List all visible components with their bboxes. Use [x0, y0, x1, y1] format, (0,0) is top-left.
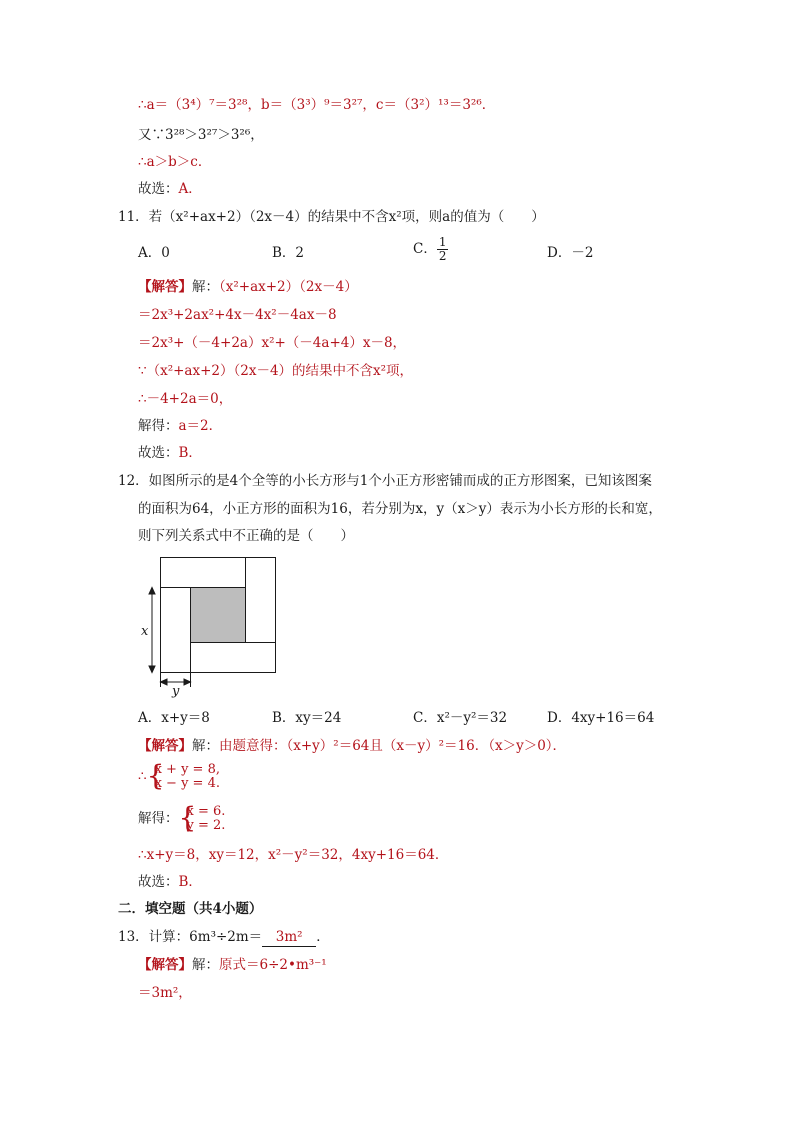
- q12-option-b: B．xy＝24: [272, 710, 342, 726]
- answer-jie: 解：: [192, 279, 219, 295]
- equation-system-2: [138, 801, 226, 834]
- solution-line: ∴－4+2a＝0，: [138, 391, 233, 407]
- brace-icon: {: [178, 801, 197, 834]
- system-row: y = 2.: [186, 818, 226, 833]
- solution-line: 又∵3²⁸＞3²⁷＞3²⁶，: [138, 127, 264, 143]
- question-12-line-3: 则下列关系式中不正确的是（ ）: [138, 528, 354, 544]
- q12-option-c: C．x²－y²＝32: [413, 710, 508, 726]
- arrow-head: [149, 666, 155, 673]
- solution-line: [138, 417, 222, 435]
- q11-option-d: D．－2: [547, 245, 594, 261]
- question-12-line-1: 12．如图所示的是4个全等的小长方形与1个小正方形密铺而成的正方形图案，已知该图案: [118, 473, 652, 489]
- q13-text: 13．计算：6m³÷2m＝: [118, 929, 263, 945]
- solve-prefix: 解得：: [138, 810, 179, 827]
- q13-answer-blank: 3m²: [262, 928, 316, 947]
- answer-prefix: 故选：: [138, 181, 179, 197]
- system: [146, 759, 220, 792]
- answer-jie: 解：: [192, 738, 219, 754]
- q12-option-d: D．4xy+16＝64: [547, 710, 655, 726]
- answer-prefix: 故选：: [138, 874, 179, 890]
- small-square: [191, 588, 246, 643]
- q11-option-b: B．2: [272, 245, 305, 261]
- arrow-head: [184, 679, 191, 685]
- answer-header-13: [138, 956, 327, 974]
- answer-choice-line: [138, 180, 202, 198]
- system-row: x = 6.: [186, 804, 226, 819]
- q11-option-c: [413, 236, 448, 263]
- system-row: x − y = 4.: [154, 776, 220, 791]
- solution-line: ∴a＞b＞c．: [138, 154, 212, 170]
- solution-line: ∵（x²+ax+2）（2x－4）的结果中不含x²项，: [138, 363, 414, 379]
- answer-jie: 解：: [192, 957, 219, 973]
- answer-value: A．: [178, 181, 202, 197]
- answer-value: B．: [178, 445, 202, 461]
- question-13: [118, 928, 330, 947]
- answer-prefix: 故选：: [138, 445, 179, 461]
- question-12-line-2: 的面积为64，小正方形的面积为16，若分别为x，y（x＞y）表示为小长方形的长和宽，: [138, 501, 662, 517]
- square-tiling-figure: [135, 553, 285, 698]
- system: [178, 801, 226, 834]
- solution-line: ＝3m²，: [138, 985, 192, 1001]
- answer-value: B．: [178, 874, 202, 890]
- solve-value: a＝2．: [178, 418, 223, 434]
- answer-label: 【解答】: [138, 738, 192, 754]
- answer-choice-line: [138, 444, 202, 462]
- answer-expr: （x²+ax+2）（2x－4）: [219, 279, 358, 295]
- answer-header-11: [138, 278, 358, 296]
- answer-expr: 原式＝6÷2•m³⁻¹: [219, 957, 327, 973]
- therefore-symbol: ∴: [138, 768, 147, 785]
- fraction-denominator: 2: [438, 249, 447, 263]
- q12-option-a: A．x+y＝8: [138, 710, 210, 726]
- fig-label-x: x: [141, 624, 149, 639]
- solution-line: ＝2x³+（－4+2a）x²+（－4a+4）x－8，: [138, 335, 407, 351]
- q13-suffix: ．: [316, 929, 330, 945]
- arrow-head: [161, 679, 168, 685]
- equation-system-1: [138, 759, 220, 792]
- solve-prefix: 解得：: [138, 418, 179, 434]
- q11-option-a: A．0: [138, 245, 170, 261]
- fraction-numerator: 1: [438, 235, 447, 249]
- answer-expr: 由题意得：（x+y）²＝64且（x－y）²＝16．（x＞y＞0）．: [219, 738, 567, 754]
- solution-line: ∴x+y＝8，xy＝12，x²－y²＝32，4xy+16＝64．: [138, 847, 449, 863]
- answer-header-12: [138, 737, 566, 755]
- answer-label: 【解答】: [138, 279, 192, 295]
- solution-line: ＝2x³+2ax²+4x－4x²－4ax－8: [138, 307, 337, 323]
- fig-label-y: y: [172, 684, 180, 698]
- system-row: x + y = 8,: [154, 762, 220, 777]
- q11-option-c-label: C．: [413, 241, 437, 257]
- arrow-head: [149, 588, 155, 595]
- answer-label: 【解答】: [138, 957, 192, 973]
- question-11: 11．若（x²+ax+2）（2x－4）的结果中不含x²项，则a的值为（ ）: [118, 209, 545, 225]
- section-heading: 二．填空题（共4小题）: [118, 901, 263, 917]
- brace-icon: {: [146, 759, 165, 792]
- solution-line: ∴a＝（3⁴）⁷＝3²⁸，b＝（3³）⁹＝3²⁷，c＝（3²）¹³＝3²⁶．: [138, 97, 496, 113]
- answer-choice-line: [138, 873, 202, 891]
- fraction: [437, 236, 449, 263]
